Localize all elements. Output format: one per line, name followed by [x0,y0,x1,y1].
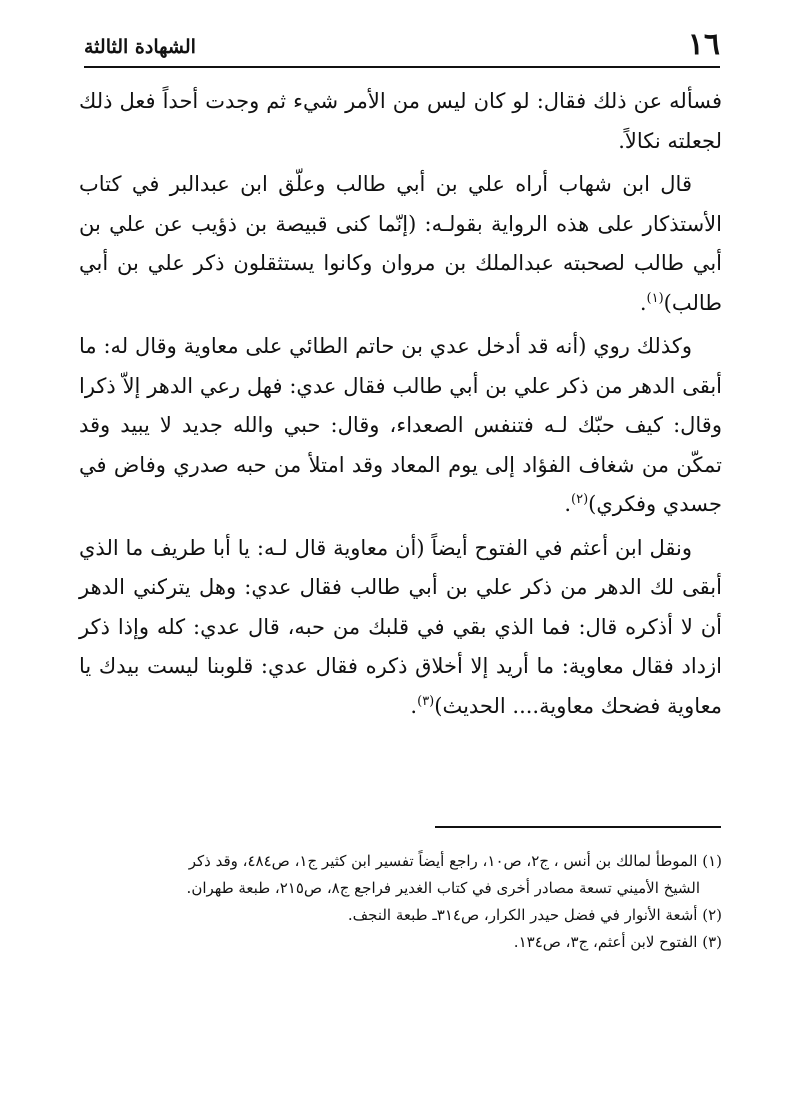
paragraph-2-end: . [639,290,647,315]
paragraph-3 [79,327,722,525]
main-text [79,82,722,730]
page-header [84,26,720,66]
footnote-ref-3: (٣) [417,693,435,709]
page-number: ١٦ [687,27,720,62]
footnotes [79,848,722,956]
paragraph-2 [79,165,722,323]
footnote-ref-1: (١) [646,290,664,306]
paragraph-1-text: فسأله عن ذلك فقال: لو كان ليس من الأمر شيء ثم وجدت أحداً فعل ذلك لجعلته نكالاً. [79,89,722,153]
paragraph-4-text: ونقل ابن أعثم في الفتوح أيضاً (أن معاوية قال لـه: يا أبا طريف ما الذي أبقى لك الدهر من ذكر علي بن أبي طالب فقال عدي: وهل يتركني الدهر أن لا أذكره قال: فما الذي بقي في قلبك من حبه، قال عدي: كله وإذا ذكر ازداد فقال معاوية: ما أريد إلا أخلاق ذكره فقال عدي: قلوبنا ليست بيدك يا معاوية فضحك معاوية.... الحديث) [79,535,722,718]
paragraph-3-text: وكذلك روي (أنه قد أدخل عدي بن حاتم الطائي على معاوية وقال له: ما أبقى الدهر من ذكر علي بن أبي طالب فقال عدي: فهل رعي الدهر إلاّ ذكرا وقال: كيف حبّك لـه فتنفس الصعداء، وقال: حبي والله جديد لا يبيد وقد تمكّن من شغاف الفؤاد إلى يوم المعاد وقد امتلأ من حبه صدري وفاض في جسدي وفكري) [79,334,722,516]
footnote-ref-2: (٢) [571,492,589,507]
footnote-3: (٣) الفتوح لابن أعثم، ج٣، ص١٣٤. [513,933,722,951]
paragraph-2-text: قال ابن شهاب أراه علي بن أبي طالب وعلّق ابن عبدالبر في كتاب الأستذكار على هذه الرواية بقولـه: (إنّما كنى قبيصة بن ذؤيب عن علي بن أبي طالب لصحبته عبدالملك بن مروان وكانوا يستثقلون ذكر علي بن أبي طالب) [79,172,722,315]
paragraph-3-end: . [564,492,571,516]
footnote-1-continuation: الشيخ الأميني تسعة مصادر أخرى في كتاب الغدير فراجع ج٨، ص٢١٥، طبعة طهران. [186,879,700,897]
paragraph-1 [79,82,722,161]
paragraph-4 [79,529,722,727]
header-rule [84,66,720,68]
footnote-1: (١) الموطأ لمالك بن أنس ، ج٢، ص١٠، راجع أيضاً تفسير ابن كثير ج١، ص٤٨٤، وقد ذكر [188,852,722,870]
running-title: الشهادة الثالثة [84,36,196,58]
paragraph-4-end: . [410,693,418,718]
footnote-rule [435,826,721,828]
footnote-2: (٢) أشعة الأنوار في فضل حيدر الكرار، ص٣١٤ـ طبعة النجف. [347,906,722,924]
